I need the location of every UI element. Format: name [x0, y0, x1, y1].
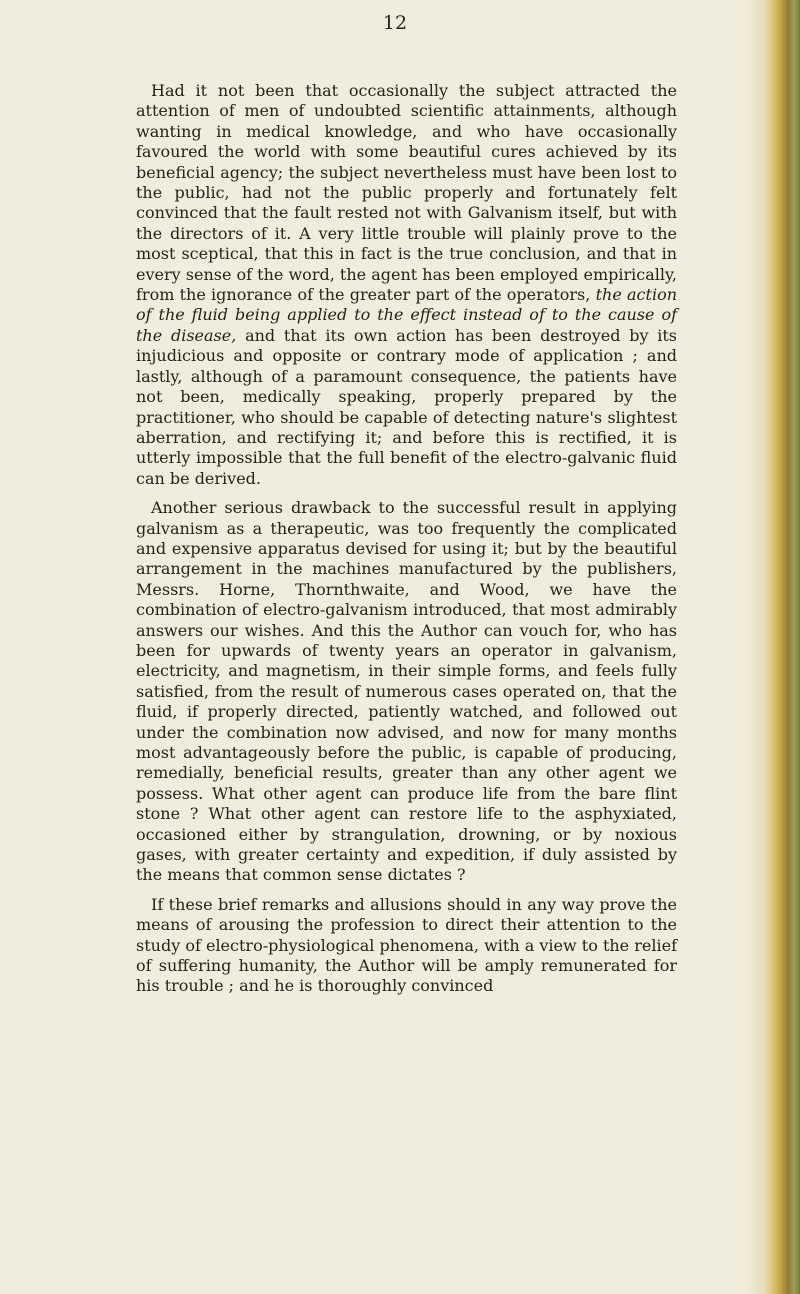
page-number: 12	[382, 12, 408, 34]
paragraph-2	[136, 498, 677, 886]
paragraph-3-run-1: If these brief remarks and allusions should in any way prove the means of arousing the profession to direct their attention to the study of electro-physiological phenomena, with a view to the relief of suffering humanity, the Author will be amply remunerated for his trouble ; and he is thoroughly convinced	[136, 894, 677, 996]
paragraph-1-run-2: and that its own action has been destroyed by its injudicious and opposite or contrary mode of application ; and lastly, although of a paramount consequence, the patients have not been, medically speaking, properly prepared by the practitioner, who should be capable of detecting nature's slightest aberration, and rectifying it; and before this is rectified, it is utterly impossible that the full benefit of the electro-galvanic fluid can be derived.	[136, 325, 678, 488]
page-edge-shadow	[746, 0, 764, 1294]
book-binding-edge	[764, 0, 800, 1294]
paragraph-1	[136, 81, 677, 489]
paragraph-1-italic-phrase: the action of the fluid being applied to the effect instead of to the cause of the disease,	[136, 285, 678, 345]
paragraph-1-run-1: Had it not been that occasionally the subject attracted the attention of men of undoubted scientific attainments, although wanting in medical knowledge, and who have occasionally favoured the world with some beautiful cures achieved by its beneficial agency; the subject nevertheless must have been lost to the public, had not the public properly and fortunately felt convinced that the fault rested not with Galvanism itself, but with the directors of it. A very little trouble will plainly prove to the most sceptical, that this in fact is the true conclusion, and that in every sense of the word, the agent has been employed empirically, from the ignorance of the greater part of the operators,	[136, 81, 677, 305]
body-text	[136, 81, 677, 997]
paragraph-3	[136, 895, 677, 997]
paragraph-2-run-1: Another serious drawback to the successful result in applying galvanism as a therapeutic, was too frequently the complicated and expensive apparatus devised for using it; but by the beautiful arrangement in the machines manufactured by the publishers, Messrs. Horne, Thornthwaite, and Wood, we have the combination of electro-galvanism introduced, that most admirably answers our wishes. And this the Author can vouch for, who has been for upwards of twenty years an operator in galvanism, electricity, and magnetism, in their simple forms, and feels fully satisfied, from the result of numerous cases operated on, that the fluid, if properly directed, patiently watched, and followed out under the combination now advised, and now for many months most advantageously before the public, is capable of producing, remedially, beneficial results, greater than any other agent we possess. What other agent can produce life from the bare flint stone ? What other agent can restore life to the asphyxiated, occasioned either by strangulation, drowning, or by noxious gases, with greater certainty and expedition, if duly assisted by the means that common sense dictates ?	[136, 498, 677, 885]
